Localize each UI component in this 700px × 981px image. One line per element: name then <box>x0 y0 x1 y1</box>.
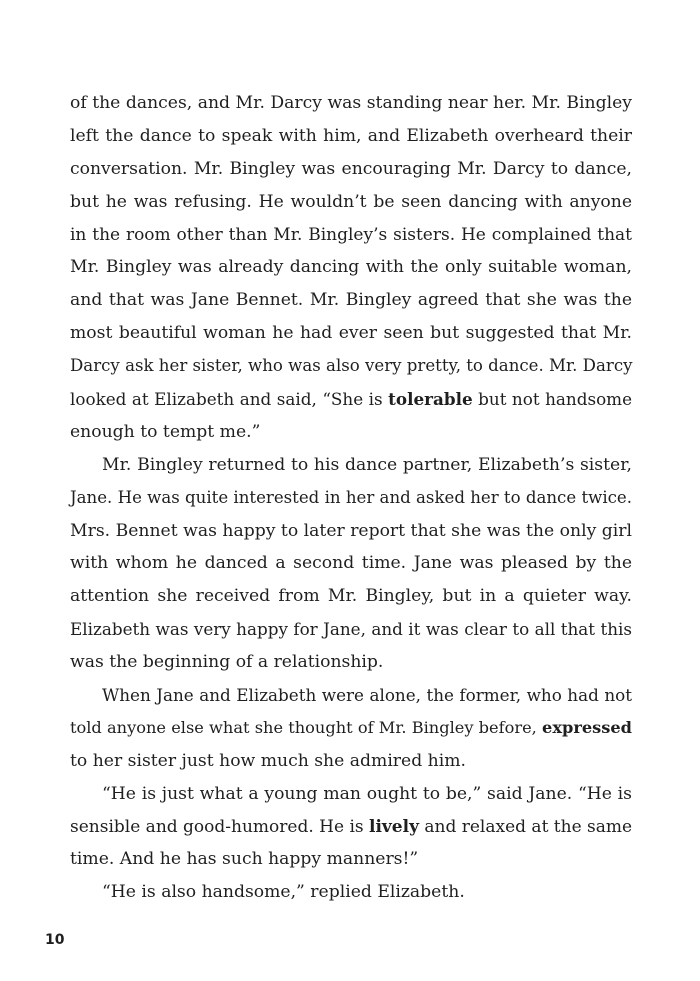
paragraph-1-line-9: Darcy ask her sister, who was also very pretty, to dance. Mr. Darcy <box>70 356 633 376</box>
paragraph-5-line-1: “He is also handsome,” replied Elizabeth. <box>102 882 465 903</box>
paragraph-1-line-2: left the dance to speak with him, and Elizabeth overheard their <box>70 125 632 146</box>
paragraph-1-line-5: in the room other than Mr. Bingley’s sisters. He complained that <box>70 224 632 245</box>
paragraph-4-line-3: time. And he has such happy manners!” <box>70 849 419 870</box>
paragraph-1-line-6: Mr. Bingley was already dancing with the only suitable woman, <box>70 257 632 278</box>
paragraph-1-line-3: conversation. Mr. Bingley was encouraging Mr. Darcy to dance, <box>70 158 632 179</box>
paragraph-2-line-6: Elizabeth was very happy for Jane, and it was clear to all that this <box>70 619 632 640</box>
paragraph-2-line-3: Mrs. Bennet was happy to later report that she was the only girl <box>70 520 632 541</box>
paragraph-1-line-8: most beautiful woman he had ever seen but suggested that Mr. <box>70 323 632 344</box>
vocabulary-word-tolerable: tolerable <box>388 389 473 410</box>
line-text-segment: told anyone else what she thought of Mr. Bingley before, <box>70 717 543 737</box>
paragraph-4-line-2 <box>70 811 632 844</box>
paragraph-1-line-7: and that was Jane Bennet. Mr. Bingley agreed that she was the <box>70 290 632 311</box>
line-text-segment: sensible and good-humored. He is <box>70 816 370 837</box>
paragraph-1-line-11: enough to tempt me.” <box>70 421 261 442</box>
line-text-segment: but not handsome <box>472 389 633 410</box>
paragraph-2-line-1: Mr. Bingley returned to his dance partner, Elizabeth’s sister, <box>102 454 632 475</box>
paragraph-3-line-1: When Jane and Elizabeth were alone, the former, who had not <box>102 685 632 706</box>
paragraph-4-line-1: “He is just what a young man ought to be,” said Jane. “He is <box>102 783 632 804</box>
paragraph-1-line-10 <box>70 383 632 416</box>
paragraph-3-line-2 <box>70 712 632 745</box>
line-text-segment: looked at Elizabeth and said, “She is <box>70 389 389 410</box>
page-number: 10 <box>45 932 65 948</box>
vocabulary-word-expressed: expressed <box>542 717 632 737</box>
paragraph-1-line-4: but he was refusing. He wouldn’t be seen dancing with anyone <box>70 191 632 212</box>
line-text-segment: and relaxed at the same <box>418 816 633 837</box>
paragraph-3-line-3: to her sister just how much she admired him. <box>70 750 466 771</box>
vocabulary-word-lively: lively <box>369 816 419 837</box>
body-text <box>70 87 632 909</box>
paragraph-1-line-1: of the dances, and Mr. Darcy was standing near her. Mr. Bingley <box>70 93 632 113</box>
paragraph-2-line-4: with whom he danced a second time. Jane was pleased by the <box>70 553 632 574</box>
paragraph-2-line-5: attention she received from Mr. Bingley, but in a quieter way. <box>70 586 632 607</box>
paragraph-2-line-7: was the beginning of a relationship. <box>70 652 384 673</box>
paragraph-2-line-2: Jane. He was quite interested in her and asked her to dance twice. <box>70 487 633 507</box>
